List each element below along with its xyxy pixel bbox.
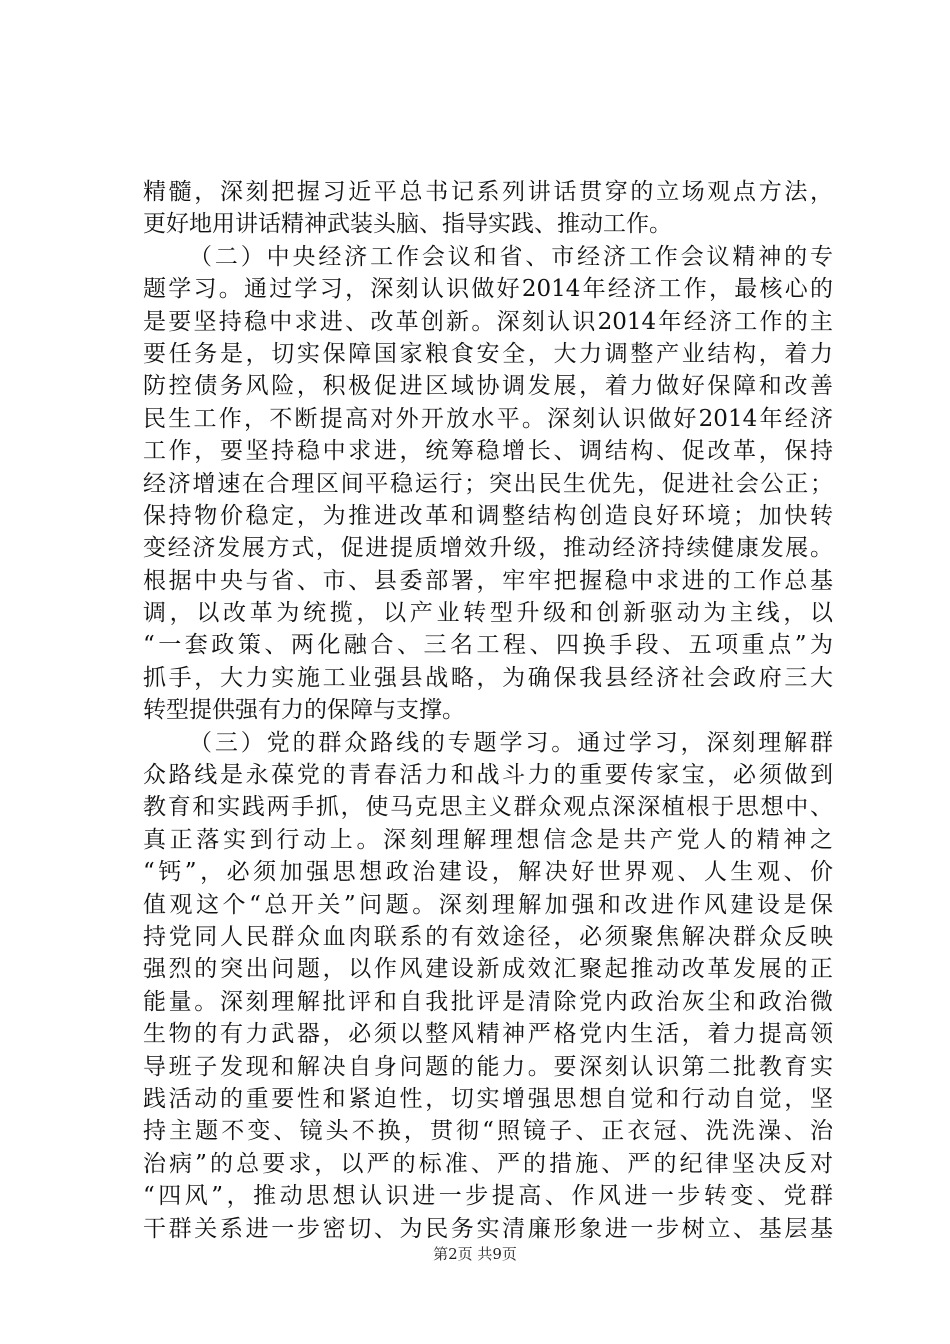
text-line: “钙”，必须加强思想政治建设，解决好世界观、人生观、价: [143, 859, 833, 886]
text-line: 根据中央与省、市、县委部署，牢牢把握稳中求进的工作总基: [143, 567, 833, 594]
text-line: 治病”的总要求，以严的标准、严的措施、严的纪律坚决反对: [143, 1150, 833, 1177]
text-line: 题学习。通过学习，深刻认识做好2014年经济工作，最核心的: [143, 276, 833, 303]
text-line: 生物的有力武器，必须以整风精神严格党内生活，着力提高领: [143, 1021, 833, 1048]
text-line: 防控债务风险，积极促进区域协调发展，着力做好保障和改善: [143, 373, 833, 400]
text-line: 抓手，大力实施工业强县战略，为确保我县经济社会政府三大: [143, 664, 833, 691]
paragraph-start-line: （二）中央经济工作会议和省、市经济工作会议精神的专: [189, 243, 833, 270]
text-line: 能量。深刻理解批评和自我批评是清除党内政治灰尘和政治微: [143, 988, 833, 1015]
text-line: 更好地用讲话精神武装头脑、指导实践、推动工作。: [143, 211, 672, 238]
paragraph-start-line: （三）党的群众路线的专题学习。通过学习，深刻理解群: [189, 729, 833, 756]
text-line: 转型提供强有力的保障与支撑。: [143, 697, 465, 724]
text-line: “一套政策、两化融合、三名工程、四换手段、五项重点”为: [143, 632, 833, 659]
text-line: 要任务是，切实保障国家粮食安全，大力调整产业结构，着力: [143, 340, 833, 367]
text-line: 众路线是永葆党的青春活力和战斗力的重要传家宝，必须做到: [143, 762, 833, 789]
text-line: 精髓，深刻把握习近平总书记系列讲话贯穿的立场观点方法，: [143, 179, 833, 205]
text-line: 真正落实到行动上。深刻理解理想信念是共产党人的精神之: [143, 826, 833, 853]
text-line: 践活动的重要性和紧迫性，切实增强思想自觉和行动自觉，坚: [143, 1085, 833, 1112]
text-line: 工作，要坚持稳中求进，统筹稳增长、调结构、促改革，保持: [143, 438, 833, 465]
document-body: [143, 176, 833, 1245]
text-line: 教育和实践两手抓，使马克思主义群众观点深深植根于思想中、: [143, 794, 833, 821]
text-line: 持主题不变、镜头不换，贯彻“照镜子、正衣冠、洗洗澡、治: [143, 1118, 833, 1145]
text-line: 干群关系进一步密切、为民务实清廉形象进一步树立、基层基: [143, 1215, 833, 1242]
text-line: 变经济发展方式，促进提质增效升级，推动经济持续健康发展。: [143, 535, 833, 562]
text-line: 强烈的突出问题，以作风建设新成效汇聚起推动改革发展的正: [143, 956, 833, 983]
text-line: 民生工作，不断提高对外开放水平。深刻认识做好2014年经济: [143, 405, 833, 432]
text-line: 持党同人民群众血肉联系的有效途径，必须聚焦解决群众反映: [143, 923, 833, 950]
text-line: 是要坚持稳中求进、改革创新。深刻认识2014年经济工作的主: [143, 308, 833, 335]
text-line: 值观这个“总开关”问题。深刻理解加强和改进作风建设是保: [143, 891, 833, 918]
text-line: 调，以改革为统揽，以产业转型升级和创新驱动为主线，以: [143, 600, 833, 627]
text-line: “四风”，推动思想认识进一步提高、作风进一步转变、党群: [143, 1183, 833, 1210]
text-line: 保持物价稳定，为推进改革和调整结构创造良好环境；加快转: [143, 502, 833, 529]
text-line: 导班子发现和解决自身问题的能力。要深刻认识第二批教育实: [143, 1053, 833, 1080]
text-line: 经济增速在合理区间平稳运行；突出民生优先，促进社会公正；: [143, 470, 833, 497]
page-footer: 第2页 共9页: [433, 1245, 517, 1263]
